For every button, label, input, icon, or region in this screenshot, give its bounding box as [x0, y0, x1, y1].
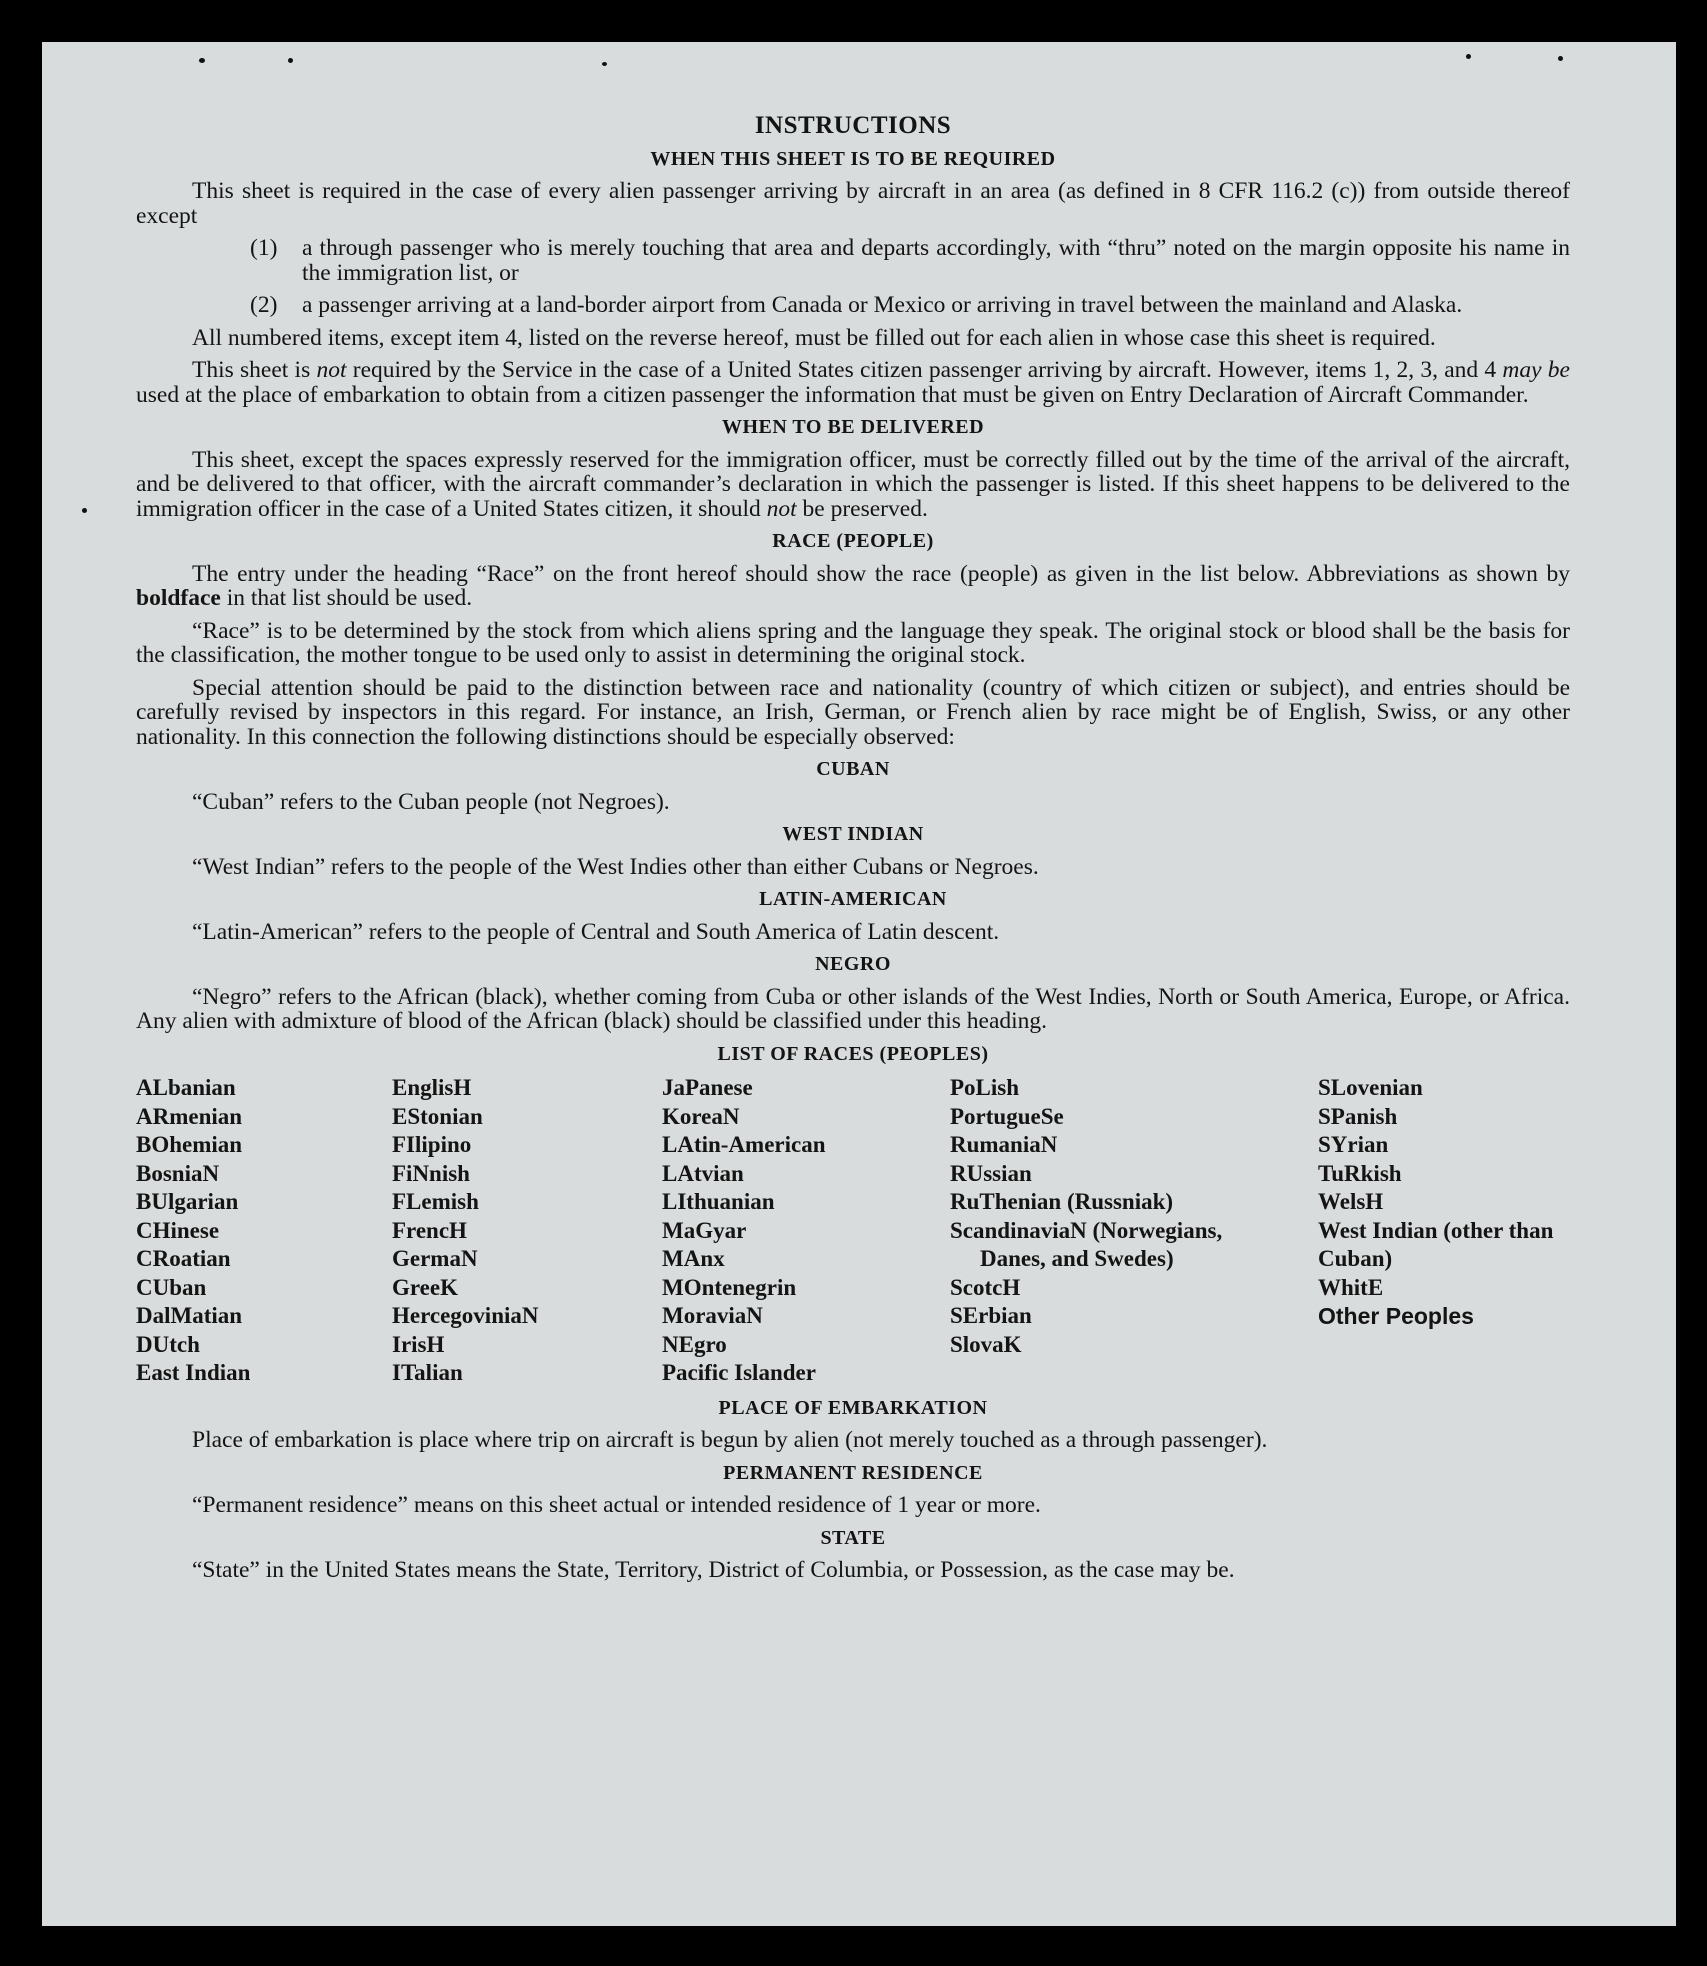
- list-item: WelsH: [1318, 1189, 1384, 1214]
- race-column-3: [662, 1074, 950, 1388]
- list-item: SPanish: [1318, 1103, 1398, 1129]
- list-item: FLemish: [392, 1189, 479, 1214]
- list-item: DUtch: [136, 1331, 200, 1357]
- list-item: West Indian (other than Cuban): [1318, 1217, 1554, 1271]
- west-indian-text: “West Indian” refers to the people of the West Indies other than either Cubans or Negroes.: [192, 853, 1039, 880]
- negro-text: “Negro” refers to the African (black), whether coming from Cuba or other islands of the West Indies, North or South America, Europe, or Africa. Any alien with admixture of blood of the African (black) should be classified under this heading.: [136, 983, 1570, 1034]
- list-item: Pacific Islander: [662, 1360, 816, 1385]
- list-item: FiNnish: [392, 1160, 470, 1186]
- list-item: BUlgarian: [136, 1189, 239, 1214]
- list-item: MaGyar: [662, 1217, 747, 1243]
- list-item: JaPanese: [662, 1075, 753, 1100]
- list-item: MAnx: [662, 1246, 725, 1271]
- section-heading-embarkation: PLACE OF EMBARKATION: [718, 1396, 988, 1419]
- item-text: a through passenger who is merely touching that area and departs accordingly, with “thru” noted on the margin opposite his name in the immigration list, or: [302, 235, 1570, 286]
- list-item: ITalian: [392, 1360, 463, 1385]
- race-column-4: [950, 1074, 1318, 1388]
- section-heading-west-indian: WEST INDIAN: [782, 823, 924, 845]
- page-title: INSTRUCTIONS: [754, 112, 952, 139]
- list-item: HercegoviniaN: [392, 1303, 539, 1328]
- list-item: SErbian: [950, 1303, 1032, 1328]
- list-item: IrisH: [392, 1331, 445, 1357]
- list-item: BosniaN: [136, 1160, 220, 1186]
- list-item: MOntenegrin: [662, 1274, 797, 1300]
- list-item: ARmenian: [136, 1103, 243, 1129]
- list-item: ScotcH: [950, 1274, 1021, 1300]
- section-heading-race: RACE (PEOPLE): [772, 530, 934, 552]
- list-item: ScandinaviaN (Norwegians, Danes, and Swedes): [950, 1217, 1223, 1271]
- race-column-2: [392, 1074, 662, 1388]
- item-number: (1): [250, 235, 278, 261]
- section-heading-required: WHEN THIS SHEET IS TO BE REQUIRED: [650, 147, 1056, 170]
- list-item: CRoatian: [136, 1246, 231, 1271]
- speck: [82, 508, 87, 513]
- section-heading-negro: NEGRO: [815, 953, 891, 975]
- section-heading-delivered: WHEN TO BE DELIVERED: [721, 416, 985, 438]
- list-item: Other Peoples: [1318, 1303, 1474, 1329]
- section-heading-state: STATE: [820, 1526, 886, 1549]
- list-item: RUssian: [950, 1160, 1032, 1186]
- speck: [1466, 54, 1471, 59]
- list-item: RumaniaN: [950, 1132, 1058, 1157]
- list-item: KoreaN: [662, 1103, 740, 1129]
- delivered-text: [136, 448, 1570, 522]
- exception-item-1: [250, 236, 1570, 285]
- race-list: [136, 1074, 1570, 1388]
- race-para-3: Special attention should be paid to the distinction between race and nationality (country of which citizen or subject), and entries should be carefully revised by inspectors in this regard. For instance, an Irish, German, or French alien by race might be of English, Swiss, or any other nationality. In this connection the following distinctions should be especially observed:: [136, 674, 1570, 750]
- exception-item-2: [250, 293, 1570, 318]
- list-item: LAtvian: [662, 1160, 744, 1186]
- text-run: This sheet, except the spaces expressly reserved for the immigration officer, must be correctly filled out by the time of the arrival of the aircraft, and be delivered to that officer, with the aircraft commander’s declaration in which the passenger is listed. If this sheet happens to be delivered to the immigration officer in the case of a United States citizen, it should: [136, 446, 1570, 522]
- list-item: East Indian: [136, 1360, 251, 1385]
- list-item: MoraviaN: [662, 1303, 763, 1328]
- section-heading-list-of-races: LIST OF RACES (PEOPLES): [717, 1042, 989, 1065]
- list-item: ALbanian: [136, 1075, 236, 1100]
- speck: [602, 62, 607, 66]
- list-item: GermaN: [392, 1246, 478, 1271]
- list-item: CHinese: [136, 1217, 220, 1243]
- list-item: TuRkish: [1318, 1160, 1402, 1186]
- speck: [288, 58, 293, 63]
- required-para-2: All numbered items, except item 4, listed on the reverse hereof, must be filled out for each alien in whose case this sheet is required.: [192, 324, 1436, 351]
- item-text: a passenger arriving at a land-border airport from Canada or Mexico or arriving in travel between the mainland and Alaska.: [302, 292, 1463, 318]
- text-run: This sheet is: [192, 357, 317, 383]
- list-item: WhitE: [1318, 1274, 1384, 1300]
- text-run: The entry under the heading “Race” on the front hereof should show the race (people) as given in the list below. Abbreviations as shown by: [192, 560, 1570, 587]
- document-sheet: [42, 42, 1676, 1926]
- list-item: NEgro: [662, 1331, 727, 1357]
- race-column-5: [1318, 1074, 1570, 1388]
- text-run: be preserved.: [796, 495, 928, 522]
- list-item: EStonian: [392, 1103, 483, 1129]
- list-item: EnglisH: [392, 1075, 472, 1100]
- text-run: used at the place of embarkation to obtain from a citizen passenger the information that must be given on Entry Declaration of Aircraft Commander.: [136, 381, 1529, 408]
- emphasis-text: may be: [1502, 357, 1570, 383]
- text-run: required by the Service in the case of a United States citizen passenger arriving by aircraft. However, items 1, 2, 3, and 4: [346, 357, 1503, 383]
- race-para-1: [136, 562, 1570, 611]
- list-item: FIlipino: [392, 1132, 472, 1157]
- text-run: in that list should be used.: [220, 585, 473, 611]
- list-item: LAtin-American: [662, 1132, 826, 1157]
- bold-text: boldface: [136, 585, 221, 611]
- cuban-text: “Cuban” refers to the Cuban people (not Negroes).: [192, 788, 670, 815]
- residence-text: “Permanent residence” means on this sheet actual or intended residence of 1 year or more.: [192, 1492, 1041, 1518]
- list-item: RuThenian (Russniak): [950, 1189, 1174, 1214]
- latin-american-text: “Latin-American” refers to the people of Central and South America of Latin descent.: [192, 918, 1000, 945]
- list-item: SlovaK: [950, 1331, 1022, 1357]
- list-item: SYrian: [1318, 1132, 1389, 1157]
- list-item: SLovenian: [1318, 1075, 1423, 1100]
- section-heading-latin-american: LATIN-AMERICAN: [759, 888, 947, 910]
- list-item: CUban: [136, 1274, 207, 1300]
- list-item: DalMatian: [136, 1303, 243, 1328]
- speck: [199, 58, 205, 63]
- emphasis-text: not: [766, 495, 797, 522]
- item-number: (2): [250, 292, 278, 318]
- list-item: PortugueSe: [950, 1103, 1064, 1129]
- section-heading-residence: PERMANENT RESIDENCE: [723, 1461, 983, 1484]
- required-para-3: [136, 358, 1570, 407]
- list-item: BOhemian: [136, 1132, 243, 1157]
- race-column-1: [136, 1074, 392, 1388]
- state-text: “State” in the United States means the State, Territory, District of Columbia, or Possession, as the case may be.: [192, 1557, 1235, 1583]
- section-heading-cuban: CUBAN: [816, 758, 890, 780]
- required-intro: This sheet is required in the case of every alien passenger arriving by aircraft in an area (as defined in 8 CFR 116.2 (c)) from outside thereof except: [136, 178, 1570, 229]
- speck: [1558, 56, 1563, 61]
- list-item: GreeK: [392, 1274, 458, 1300]
- race-para-2: “Race” is to be determined by the stock from which aliens spring and the language they speak. The original stock or blood shall be the basis for the classification, the mother tongue to be used only to assist in determining the original stock.: [136, 617, 1570, 668]
- emphasis-text: not: [316, 357, 347, 383]
- instructions-body: [136, 108, 1570, 1591]
- list-item: FrencH: [392, 1217, 467, 1243]
- list-item: PoLish: [950, 1075, 1020, 1100]
- embarkation-text: Place of embarkation is place where trip on aircraft is begun by alien (not merely touched as a through passenger).: [192, 1427, 1268, 1453]
- list-item: LIthuanian: [662, 1189, 775, 1214]
